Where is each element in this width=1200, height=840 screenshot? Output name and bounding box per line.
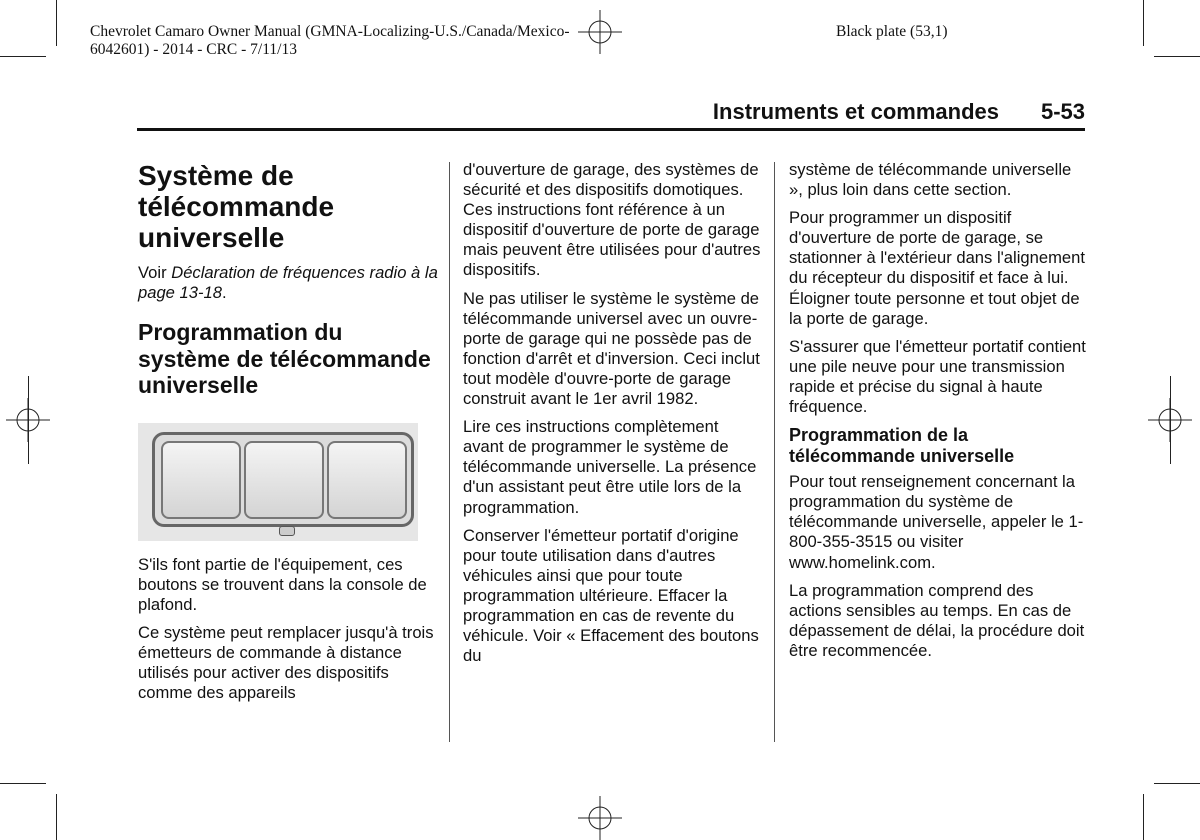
- page-number: 5-53: [1040, 99, 1085, 124]
- column-divider: [774, 162, 775, 742]
- paragraph: d'ouverture de garage, des systèmes de sécurité et des dispositifs domotiques. Ces instructions font référence à un dispositif d'ouverture de porte de garage mais peuvent être utilisées pour d'autres dispositifs.: [463, 160, 761, 280]
- cross-reference-prefix: Voir: [138, 263, 172, 282]
- paragraph: système de télécommande universelle », plus loin dans cette section.: [789, 160, 1072, 200]
- column-2: [463, 160, 763, 674]
- registration-mark-icon: [578, 796, 622, 840]
- paragraph: Ne pas utiliser le système le système de télécommande universel avec un ouvre-porte de garage qui ne possède pas de fonction d'arrêt et d'inversion. Ceci inclut tout modèle d'ouvre-porte de garage construit avant le 1er avril 1982.: [463, 288, 760, 409]
- indicator-light-icon: [279, 526, 295, 536]
- button-panel: [152, 432, 414, 527]
- paragraph: Pour tout renseignement concernant la programmation du système de télécommande universelle, appeler le 1-800-355-3515 ou visiter www.homelink.com.: [789, 472, 1084, 572]
- section-title: Instruments et commandes: [712, 99, 999, 124]
- paragraph: Ce système peut remplacer jusqu'à trois émetteurs de commande à distance utilisés pour activer des dispositifs comme des appareils: [138, 622, 434, 703]
- paragraph: La programmation comprend des actions sensibles au temps. En cas de dépassement de délai, la procédure doit être recommencée.: [789, 580, 1085, 660]
- column-1: [138, 160, 438, 711]
- paragraph: Conserver l'émetteur portatif d'origine pour toute utilisation dans d'autres véhicules ainsi que pour toute programmation ultérieure. Effacer la programmation en cas de revente du véhicule. Voir « Effacement des boutons du: [463, 525, 759, 666]
- document-header-line1: Chevrolet Camaro Owner Manual (GMNA-Localizing-U.S./Canada/Mexico-: [90, 23, 570, 40]
- subsection-heading: Programmation de la télécommande universelle: [789, 425, 1015, 467]
- crop-mark: [28, 376, 29, 464]
- crop-mark: [1154, 56, 1200, 57]
- header-rule: [137, 128, 1085, 131]
- cross-reference: [138, 263, 438, 303]
- registration-mark-icon: [578, 10, 622, 54]
- paragraph: S'ils font partie de l'équipement, ces boutons se trouvent dans la console de plafond.: [138, 554, 427, 614]
- homelink-button-3: [327, 441, 407, 519]
- document-header: [90, 23, 570, 59]
- plate-label: Black plate (53,1): [836, 23, 948, 40]
- cross-reference-link: Déclaration de fréquences radio à la page 13-18: [138, 263, 438, 303]
- cross-reference-suffix: .: [221, 283, 227, 303]
- subheading: Programmation du système de télécommande universelle: [138, 319, 431, 399]
- crop-mark: [1154, 783, 1200, 784]
- crop-mark: [1143, 0, 1144, 46]
- running-head: [137, 99, 1085, 129]
- homelink-button-2: [244, 441, 324, 519]
- crop-mark: [56, 0, 57, 46]
- overhead-console-figure: [138, 423, 418, 541]
- crop-mark: [1170, 376, 1171, 464]
- homelink-button-1: [161, 441, 241, 519]
- crop-mark: [0, 783, 46, 784]
- paragraph: Pour programmer un dispositif d'ouverture de porte de garage, se stationner à l'extérieur dans l'alignement du récepteur du dispositif et face à lui. Éloigner toute personne et tout objet de la porte de garage.: [789, 208, 1085, 328]
- crop-mark: [56, 794, 57, 840]
- paragraph: Lire ces instructions complètement avant de programmer le système de télécommande universelle. La présence d'un assistant peut être utile lors de la programmation.: [463, 417, 757, 517]
- column-divider: [449, 162, 450, 742]
- column-3: [789, 160, 1089, 669]
- paragraph: S'assurer que l'émetteur portatif contient une pile neuve pour une transmission rapide et précise du signal à haute fréquence.: [789, 336, 1086, 417]
- crop-mark: [1143, 794, 1144, 840]
- main-heading: Système de télécommande universelle: [138, 160, 335, 253]
- crop-mark: [0, 56, 46, 57]
- document-header-line2: 6042601) - 2014 - CRC - 7/11/13: [90, 41, 297, 58]
